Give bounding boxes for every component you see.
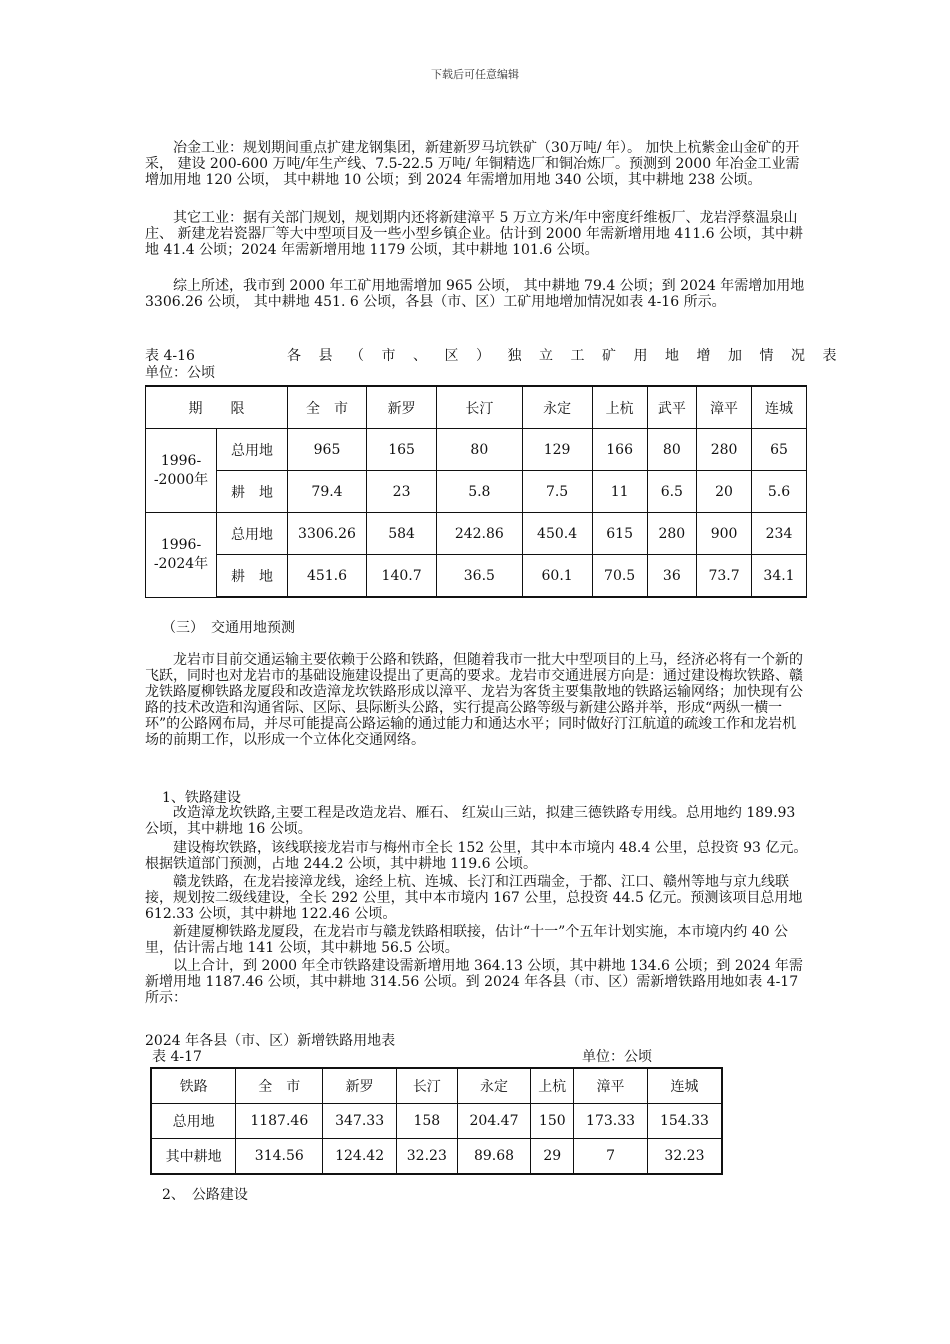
table-row: [151, 1104, 722, 1139]
table-cell: 80: [647, 429, 697, 471]
paragraph-xialiu: 新建厦柳铁路龙厦段，在龙岩市与赣龙铁路相联接，估计“十一”个五年计划实施，本市境内约 40 公里，估计需占地 141 公顷，其中耕地 56.5 公顷。: [145, 924, 789, 956]
table-cell: 6.5: [647, 471, 697, 513]
table-cell: 79.4: [288, 471, 367, 513]
table-row: [151, 1139, 722, 1175]
table-cell: 23: [367, 471, 437, 513]
paragraph-rail-total: 以上合计，到 2000 年全市铁路建设需新增用地 364.13 公顷，其中耕地 134.6 公顷；到 2024 年需新增用地 1187.46 公顷，其中耕地 314.56 公顷。到 2024 年各县（市、区）需新增铁路用地如表 4-17 所示：: [145, 958, 803, 1006]
table-cell: 450.4: [522, 513, 592, 555]
table-cell: 7: [574, 1139, 648, 1175]
header-zhangping: 漳平: [697, 386, 752, 429]
industrial-land-table: [145, 385, 807, 598]
table-cell: 5.8: [437, 471, 522, 513]
table-cell: 347.33: [323, 1104, 397, 1139]
header-xinluo: 新罗: [323, 1068, 397, 1104]
paragraph-zhanglong: 改造漳龙坎铁路,主要工程是改造龙岩、雁石、 红炭山三站，拟建三德铁路专用线。总用地约 189.93 公顷，其中耕地 16 公顷。: [145, 805, 796, 837]
table-cell: 900: [697, 513, 752, 555]
table-cell: 1187.46: [236, 1104, 323, 1139]
table-cell: 32.23: [397, 1139, 458, 1175]
table-cell: 234: [752, 513, 807, 555]
header-changting: 长汀: [437, 386, 522, 429]
table1-number: 表 4-16: [145, 348, 195, 364]
row-label: 总用地: [217, 429, 288, 471]
paragraph-transport: 龙岩市目前交通运输主要依赖于公路和铁路，但随着我市一批大中型项目的上马，经济必将有一个新的飞跃，同时也对龙岩市的基础设施建设提出了更高的要求。龙岩市交通进展方向是：通过建设梅坎铁路、赣龙铁路厦柳铁路龙厦段和改造漳龙坎铁路形成以漳平、龙岩为客货主要集散地的铁路运输网络；加快现有公路的技术改造和沟通省际、区际、县际断头公路，实行提高公路等级与新建公路并举，形成“两纵一横一环”的公路网布局，并尽可能提高公路运输的通过能力和通达水平；同时做好汀江航道的疏竣工作和龙岩机场的前期工作，以形成一个立体化交通网络。: [145, 652, 803, 748]
table-cell: 140.7: [367, 555, 437, 598]
table-cell: 29: [531, 1139, 574, 1175]
table-cell: 3306.26: [288, 513, 367, 555]
header-railway: 铁路: [151, 1068, 236, 1104]
header-yongding: 永定: [457, 1068, 531, 1104]
table-cell: 65: [752, 429, 807, 471]
period-cell: 1996--2024年: [146, 513, 217, 598]
table-row: [146, 513, 807, 555]
table1-title: 各县（市、区）独立工矿用地增加情况表: [287, 348, 854, 364]
table-cell: 165: [367, 429, 437, 471]
row-label: 耕 地: [217, 555, 288, 598]
header-period: 期 限: [146, 386, 288, 429]
row-label: 耕 地: [217, 471, 288, 513]
paragraph-meikan: 建设梅坎铁路，该线联接龙岩市与梅州市全长 152 公里，其中本市境内 48.4 公里，总投资 93 亿元。根据铁道部门预测，占地 244.2 公顷，其中耕地 119.6 公顷。: [145, 840, 808, 872]
table-cell: 32.23: [647, 1139, 722, 1175]
table-cell: 150: [531, 1104, 574, 1139]
table-cell: 615: [592, 513, 647, 555]
paragraph-ganlong: 赣龙铁路，在龙岩接漳龙线，途经上杭、连城、长汀和江西瑞金，于都、江口、赣州等地与京九线联接，规划按二级线建设，全长 292 公里，其中本市境内 167 公里，总投资 44.5 亿元。预测该项目总用地 612.33 公顷，其中耕地 122.46 公顷。: [145, 874, 803, 922]
table-cell: 80: [437, 429, 522, 471]
table1-caption: [145, 345, 854, 365]
table-cell: 5.6: [752, 471, 807, 513]
page-header: 下载后可任意编辑: [431, 68, 519, 81]
table-cell: 36.5: [437, 555, 522, 598]
paragraph-summary: 综上所述，我市到 2000 年工矿用地需增加 965 公顷， 其中耕地 79.4 公顷；到 2024 年需增加用地 3306.26 公顷， 其中耕地 451. 6 公顷，各县（市、区）工矿用地增加情况如表 4-16 所示。: [145, 278, 805, 310]
table-row: [146, 429, 807, 471]
table-cell: 584: [367, 513, 437, 555]
table-cell: 965: [288, 429, 367, 471]
table-cell: 242.86: [437, 513, 522, 555]
header-shanghang: 上杭: [531, 1068, 574, 1104]
table-row: [146, 471, 807, 513]
table-cell: 451.6: [288, 555, 367, 598]
header-liancheng: 连城: [752, 386, 807, 429]
table-cell: 89.68: [457, 1139, 531, 1175]
table-cell: 173.33: [574, 1104, 648, 1139]
row-label: 其中耕地: [151, 1139, 236, 1175]
table-cell: 158: [397, 1104, 458, 1139]
header-xinluo: 新罗: [367, 386, 437, 429]
header-liancheng: 连城: [647, 1068, 722, 1104]
header-city: 全 市: [236, 1068, 323, 1104]
table2-number: 表 4-17: [152, 1049, 202, 1065]
table-cell: 20: [697, 471, 752, 513]
header-yongding: 永定: [522, 386, 592, 429]
table-row: [146, 555, 807, 598]
table-header-row: [151, 1068, 722, 1104]
header-changting: 长汀: [397, 1068, 458, 1104]
heading-rail: 1、铁路建设: [162, 790, 241, 806]
table-cell: 166: [592, 429, 647, 471]
table-header-row: [146, 386, 807, 429]
table-cell: 280: [697, 429, 752, 471]
table-cell: 60.1: [522, 555, 592, 598]
table-cell: 70.5: [592, 555, 647, 598]
header-shanghang: 上杭: [592, 386, 647, 429]
table1-unit: 单位：公顷: [145, 365, 215, 381]
period-cell: 1996--2000年: [146, 429, 217, 513]
paragraph-other-industry: 其它工业：据有关部门规划，规划期内还将新建漳平 5 万立方米/年中密度纤维板厂、龙岩浮蔡温泉山庄、 新建龙岩瓷器厂等大中型项目及一些小型乡镇企业。估计到 2000 年需新增用地 411.6 公顷，其中耕地 41.4 公顷；2024 年需新增用地 1179 公顷，其中耕地 101.6 公顷。: [145, 210, 803, 258]
table-cell: 154.33: [647, 1104, 722, 1139]
table2-unit: 单位：公顷: [582, 1049, 652, 1065]
row-label: 总用地: [217, 513, 288, 555]
table-cell: 129: [522, 429, 592, 471]
table-cell: 73.7: [697, 555, 752, 598]
table-cell: 314.56: [236, 1139, 323, 1175]
paragraph-metallurgy: 冶金工业：规划期间重点扩建龙钢集团，新建新罗马坑铁矿（30万吨/ 年）。 加快上杭紫金山金矿的开采， 建设 200-600 万吨/年生产线、7.5-22.5 万吨/ 年铜精选厂和铜冶炼厂。预测到 2000 年冶金工业需增加用地 120 公顷， 其中耕地 10 公顷；到 2024 年需增加用地 340 公顷，其中耕地 238 公顷。: [145, 140, 800, 188]
table2-caption: 2024 年各县（市、区）新增铁路用地表: [145, 1033, 396, 1049]
table-cell: 204.47: [457, 1104, 531, 1139]
heading-road: 2、 公路建设: [162, 1187, 248, 1203]
railway-land-table: [150, 1067, 723, 1175]
table-cell: 280: [647, 513, 697, 555]
header-wuping: 武平: [647, 386, 697, 429]
heading-transport: （三） 交通用地预测: [162, 620, 295, 636]
table-cell: 34.1: [752, 555, 807, 598]
table-cell: 11: [592, 471, 647, 513]
table-cell: 7.5: [522, 471, 592, 513]
table-cell: 36: [647, 555, 697, 598]
row-label: 总用地: [151, 1104, 236, 1139]
table-cell: 124.42: [323, 1139, 397, 1175]
header-city: 全 市: [288, 386, 367, 429]
header-zhangping: 漳平: [574, 1068, 648, 1104]
